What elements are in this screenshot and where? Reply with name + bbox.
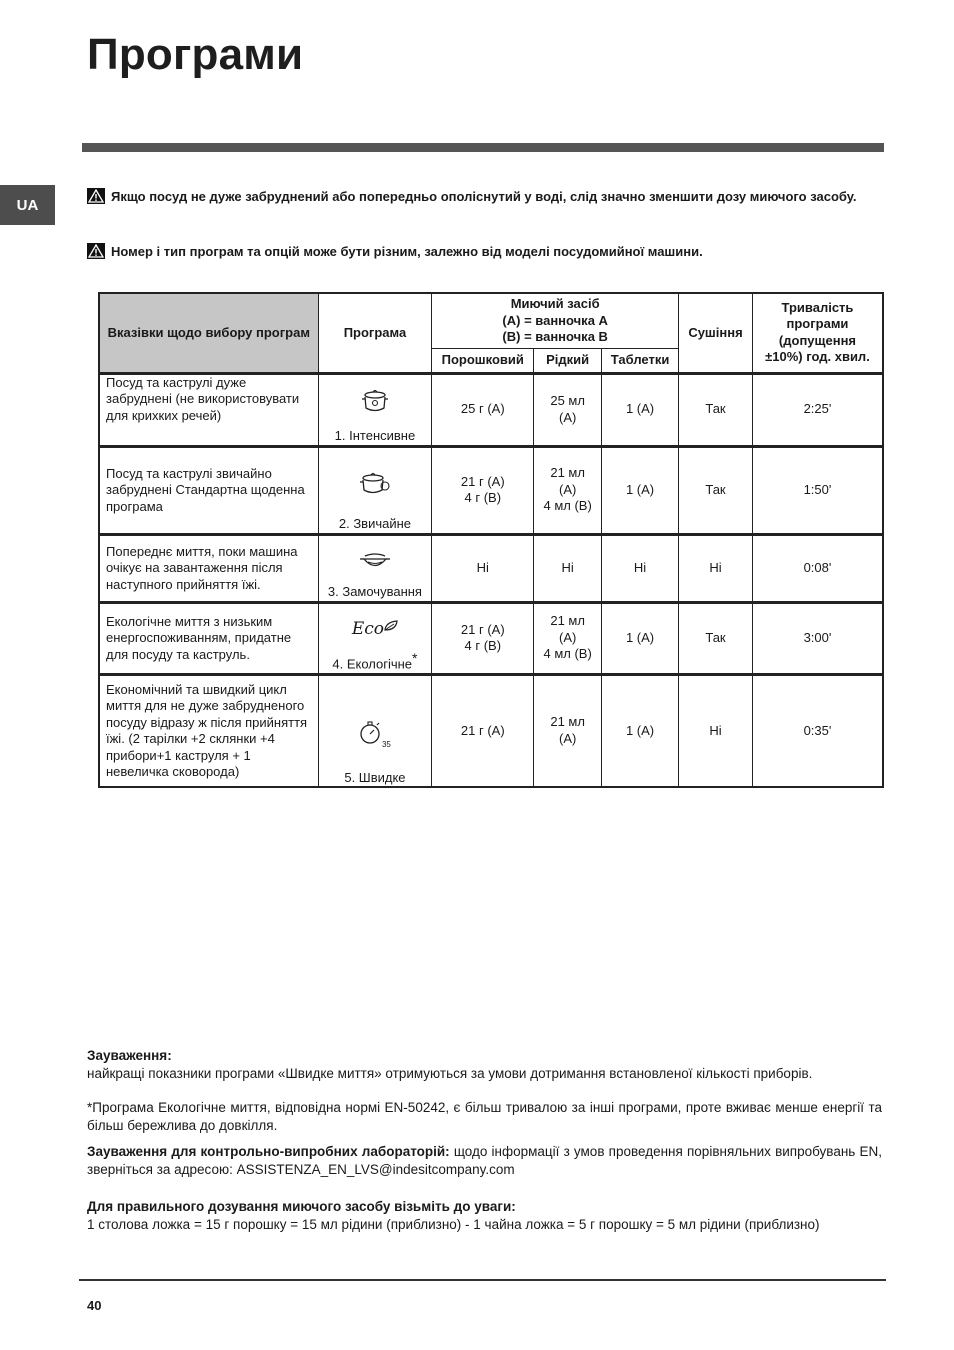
row-duration: 2:25' <box>752 373 883 446</box>
row-tablets: 1 (A) <box>602 446 679 534</box>
header-tablets: Таблетки <box>602 348 679 373</box>
row-program: 1. Інтенсивне <box>318 373 432 446</box>
row-powder: 25 г (A) <box>432 373 534 446</box>
row-drying: Ні <box>679 534 753 602</box>
row-liquid: 21 мл (A) <box>534 674 602 787</box>
row-tablets: 1 (A) <box>602 674 679 787</box>
row-guide: Економічний та швидкий цикл миття для не дуже забрудненого посуду відразу ж після прийняття їжі. (2 тарілки +2 склянки +4 прибори+1 каструля + 1 невеличка сковорода) <box>99 674 318 787</box>
notes-lab: Зауваження для контрольно-випробних лабораторій: щодо інформації з умов проведення порівняльних випробувань EN, зверніться за адресою: ASSISTENZA_EN_LVS@indesitcompany.com <box>87 1144 882 1177</box>
row-duration: 1:50' <box>752 446 883 534</box>
row-liquid: 21 мл (A) 4 мл (B) <box>534 602 602 674</box>
bowl-soak-icon <box>359 550 391 572</box>
stopwatch-icon: 35 <box>358 719 392 749</box>
row-tablets: 1 (A) <box>602 602 679 674</box>
row-powder: 21 г (A) 4 г (B) <box>432 602 534 674</box>
row-guide: Попереднє миття, поки машина очікує на завантаження після наступного прийняття їжі. <box>99 534 318 602</box>
warning-detergent <box>87 188 883 206</box>
row-program: 3. Замочування <box>318 534 432 602</box>
page-number: 40 <box>87 1298 102 1313</box>
row-drying: Ні <box>679 674 753 787</box>
row-tablets: 1 (A) <box>602 373 679 446</box>
warning-icon <box>87 243 105 259</box>
row-program: 2. Звичайне <box>318 446 432 534</box>
row-duration: 3:00' <box>752 602 883 674</box>
row-drying: Так <box>679 373 753 446</box>
row-guide: Посуд та каструлі звичайно забруднені Стандартна щоденна програма <box>99 446 318 534</box>
footer-divider <box>79 1279 886 1281</box>
header-guide: Вказівки щодо вибору програм <box>99 293 318 373</box>
row-duration: 0:08' <box>752 534 883 602</box>
row-program: Eco 4. Екологічне* <box>318 602 432 674</box>
notes-dose-heading: Для правильного дозування миючого засобу візьміть до уваги: <box>87 1199 516 1214</box>
warning-text: Номер і тип програм та опцій може бути різним, залежно від моделі посудомийної машини. <box>111 244 703 259</box>
row-liquid: 25 мл (A) <box>534 373 602 446</box>
row-guide: Посуд та каструлі дуже забруднені (не використовувати для крихких речей) <box>99 373 318 446</box>
title-divider <box>82 143 884 152</box>
table-row <box>99 534 883 602</box>
row-duration: 0:35' <box>752 674 883 787</box>
row-liquid: Ні <box>534 534 602 602</box>
eco-leaf-icon: Eco <box>325 620 426 638</box>
row-program: 35 5. Швидке <box>318 674 432 787</box>
header-detergent: Миючий засіб (А) = ванночка A (B) = ванночка B <box>432 293 679 348</box>
pot-normal-icon <box>359 470 391 496</box>
row-drying: Так <box>679 602 753 674</box>
header-liquid: Рідкий <box>534 348 602 373</box>
row-liquid: 21 мл (A) 4 мл (B) <box>534 446 602 534</box>
row-powder: Ні <box>432 534 534 602</box>
warning-icon <box>87 188 105 204</box>
notes-heading: Зауваження: <box>87 1048 172 1063</box>
header-drying: Сушіння <box>679 293 753 373</box>
table-row <box>99 373 883 446</box>
table-row <box>99 602 883 674</box>
notes-section <box>87 1047 882 1233</box>
row-tablets: Ні <box>602 534 679 602</box>
row-powder: 21 г (A) 4 г (B) <box>432 446 534 534</box>
language-tab: UA <box>0 185 55 225</box>
page-title: Програми <box>87 30 304 79</box>
notes-eco: *Програма Екологічне миття, відповідна нормі EN-50242, є більш тривалою за інші програми, проте вживає менше енергії та більш бережлива до довкілля. <box>87 1100 882 1133</box>
table-row <box>99 674 883 787</box>
header-program: Програма <box>318 293 432 373</box>
notes-quick-wash: найкращі показники програми «Швидке миття» отримуються за умови дотримання встановленої кількості приборів. <box>87 1065 813 1081</box>
warning-model <box>87 243 883 261</box>
pot-intensive-icon <box>361 388 389 414</box>
header-duration: Тривалість програми (допущення ±10%) год. хвил. <box>752 293 883 373</box>
table-row <box>99 446 883 534</box>
row-powder: 21 г (A) <box>432 674 534 787</box>
programs-table <box>98 292 884 788</box>
warning-text: Якщо посуд не дуже забруднений або попередньо ополіснутий у воді, слід значно зменшити дозу миючого засобу. <box>111 189 857 204</box>
notes-dose-text: 1 столова ложка = 15 г порошку = 15 мл рідини (приблизно) - 1 чайна ложка = 5 г порошку = 5 мл рідини (приблизно) <box>87 1216 820 1232</box>
row-drying: Так <box>679 446 753 534</box>
header-powder: Порошковий <box>432 348 534 373</box>
row-guide: Екологічне миття з низьким енергоспоживанням, придатне для посуду та каструль. <box>99 602 318 674</box>
